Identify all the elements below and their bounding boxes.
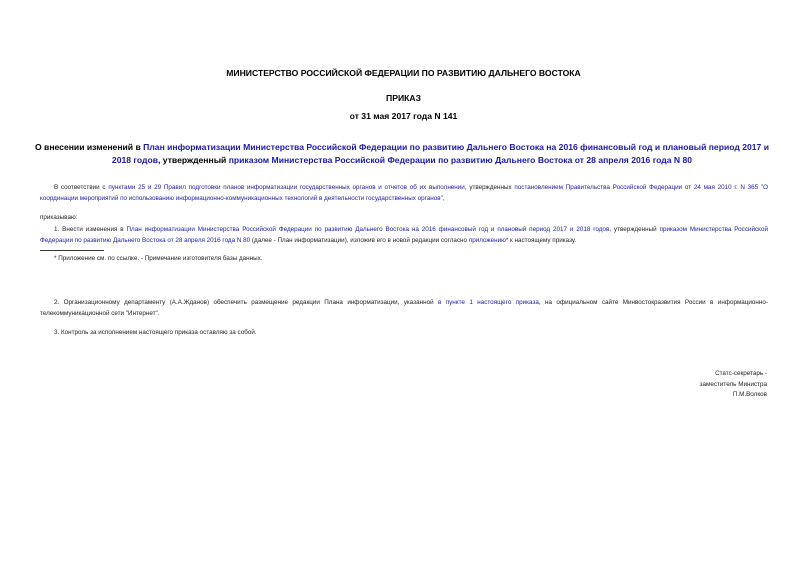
item-1-order-link[interactable]: приказом Министерства Российской Федерации по развитию Дальнего Востока от 28 апреля 2016 года N 80 xyxy=(40,226,768,244)
signature-position-2: заместитель Министра xyxy=(699,380,767,388)
item-2-text-2: , на официальном сайте Минвостокразвития России в информационно-телекоммуникационной сети "Интернет". xyxy=(40,299,768,317)
preamble-paragraph xyxy=(40,183,768,204)
item-1-plan-link[interactable]: План информатизации Министерства Российской Федерации по развитию Дальнего Востока на 2016 финансовый год и плановый период 2017 и 2018 годов xyxy=(126,226,610,233)
order-word: приказываю: xyxy=(40,214,78,221)
item-1-text-1: 1. Внести изменения в xyxy=(54,226,127,233)
preamble-text-3: , xyxy=(442,194,445,202)
appendix-link[interactable]: приложению xyxy=(468,236,506,244)
document-date-number: от 31 мая 2017 года N 141 xyxy=(349,111,458,121)
title-order-link[interactable]: приказом Министерства Российской Федерации по развитию Дальнего Востока от 28 апреля 2016 года N 80 xyxy=(228,155,693,165)
preamble-text-1: В соответствии с xyxy=(54,184,109,191)
government-resolution-link[interactable]: постановлением Правительства Российской Федерации от 24 мая 2010 г. N 365 "О координации мероприятий по использованию информационно-коммуникационных технологий в деятельности государственных органов" xyxy=(40,184,769,202)
ministry-heading: МИНИСТЕРСТВО РОССИЙСКОЙ ФЕДЕРАЦИИ ПО РАЗВИТИЮ ДАЛЬНЕГО ВОСТОКА xyxy=(226,68,581,78)
rules-link[interactable]: пунктами 25 и 29 Правил подготовки планов информатизации государственных органов и отчетов об их выполнении xyxy=(108,184,465,191)
document-type: ПРИКАЗ xyxy=(386,93,421,103)
signature-block xyxy=(567,369,767,401)
item-1-text-2: , утвержденный xyxy=(609,226,660,233)
title-prefix: О внесении изменений в xyxy=(34,142,144,152)
title-plan-link[interactable]: План информатизации Министерства Российской Федерации по развитию Дальнего Востока на 2016 финансовый год и плановый период 2017 и 2018 годов xyxy=(111,142,770,165)
item-1-text-4: * к настоящему приказу. xyxy=(505,236,577,244)
preamble-text-2: , утвержденных xyxy=(464,184,515,191)
title-middle: , утвержденный xyxy=(158,155,229,165)
signature-name: П.М.Волков xyxy=(732,391,767,398)
item-1-text-3: (далее - План информатизации), изложив его в новой редакции согласно xyxy=(250,236,469,244)
item-2-paragraph xyxy=(40,298,768,319)
footnote: * Приложение см. по ссылке. - Примечание изготовителя базы данных. xyxy=(54,255,263,262)
item-2-text-1: 2. Организационному департаменту (А.А.Жданов) обеспечить размещение редакции Плана информатизации, указанной xyxy=(54,299,438,306)
footnote-divider xyxy=(40,250,104,251)
item-3-paragraph xyxy=(40,328,768,339)
signature-position-1: Статс-секретарь - xyxy=(715,370,767,377)
item-1-paragraph xyxy=(40,225,768,246)
document-title xyxy=(32,141,772,167)
item-3-text: 3. Контроль за исполнением настоящего приказа оставляю за собой. xyxy=(54,329,257,336)
item-2-clause-link[interactable]: в пункте 1 настоящего приказа xyxy=(438,299,539,306)
